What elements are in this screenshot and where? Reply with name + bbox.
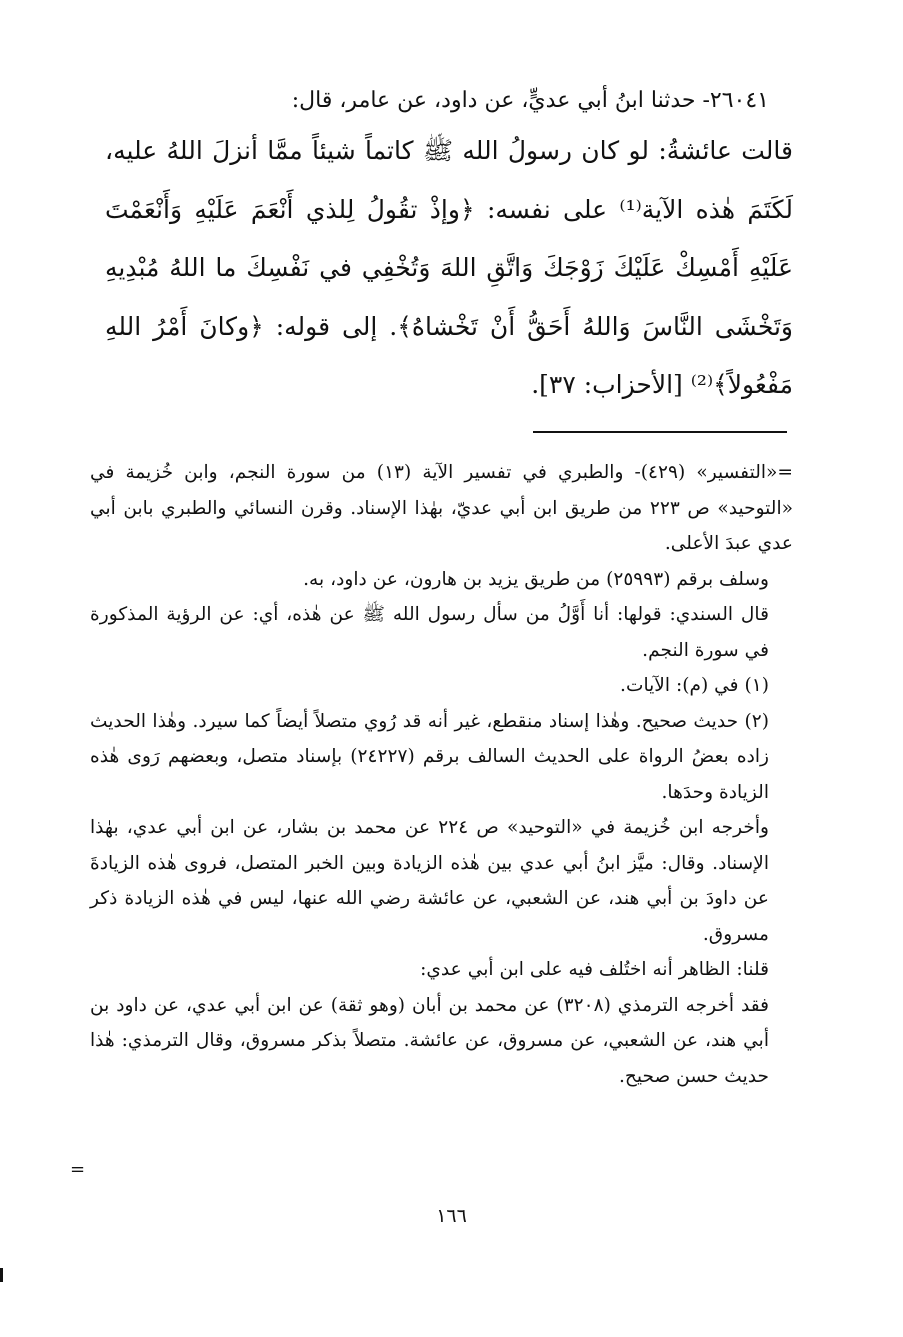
hadith-block [105, 84, 793, 415]
footnotes [90, 455, 793, 1094]
continuation-mark: = [70, 1159, 86, 1180]
footnote-paragraph: قلنا: الظاهر أنه اختُلف فيه على ابن أبي عدي: [420, 959, 769, 980]
footnote-2: (٢) حديث صحيح. وهٰذا إسناد منقطع، غير أنه قد رُوي متصلاً أيضاً كما سيرد. وهٰذا الحديث زاده بعضُ الرواة على الحديث السالف برقم (٢٤٢٢٧) بإسناد متصل، وبعضهم رَوى هٰذه الزيادة وحدَها. [90, 710, 769, 803]
footnote-paragraph: وسلف برقم (٢٥٩٩٣) من طريق يزيد بن هارون، عن داود، به. [303, 568, 769, 590]
footnote-paragraph: وأخرجه ابن خُزيمة في «التوحيد» ص ٢٢٤ عن محمد بن بشار، عن ابن أبي عدي، بهٰذا الإسناد. وقال: ميَّز ابنُ أبي عدي بين هٰذه الزيادة وبين الخبر المتصل، فروى هٰذه الزيادةَ عن داودَ بن أبي هند، عن الشعبي، عن عائشة رضي الله عنها، ليس في هٰذه الزيادة ذكر مسروق. [90, 817, 769, 945]
footnote-paragraph: =«التفسير» (٤٢٩)- والطبري في تفسير الآية (١٣) من سورة النجم، وابن خُزيمة في «التوحيد» ص ٢٢٣ من طريق ابن أبي عديّ، بهٰذا الإسناد. وقرن النسائي والطبري بابن أبي عدي عبدَ الأعلى. [90, 462, 793, 554]
footnote-paragraph: قال السندي: قولها: أنا أَوَّلُ من سأل رسول الله ﷺ عن هٰذه، أي: عن الرؤية المذكورة في سورة النجم. [90, 604, 769, 661]
scan-edge-mark [0, 1268, 3, 1282]
hadith-text: قالت عائشةُ: لو كان رسولُ الله ﷺ كاتماً شيئاً ممَّا أنزلَ اللهُ عليه، لَكَتَمَ هٰذه الآية⁽¹⁾ على نفسه: ﴿وإذْ تقُولُ لِلذي أَنْعَمَ عَلَيْهِ وَأَنْعَمْتَ عَلَيْهِ أَمْسِكْ عَلَيْكَ زَوْجَكَ وَاتَّقِ اللهَ وَتُخْفِي في نَفْسِكَ ما اللهُ مُبْدِيهِ وَتَخْشَى النَّاسَ وَاللهُ أَحَقُّ أَنْ تَخْشاهُ﴾. إلى قوله: ﴿وكانَ أَمْرُ اللهِ مَفْعُولاً﴾⁽²⁾ [الأحزاب: ٣٧]. [105, 136, 794, 399]
footnote-paragraph: فقد أخرجه الترمذي (٣٢٠٨) عن محمد بن أبان (وهو ثقة) عن ابن أبي عدي، عن داود بن أبي هند، عن الشعبي، عن مسروق، عن عائشة. متصلاً بذكر مسروق، وقال الترمذي: هٰذا حديث حسن صحيح. [90, 994, 769, 1087]
page-number: ١٦٦ [436, 1205, 467, 1227]
footnote-divider [533, 431, 787, 433]
hadith-header: ٢٦٠٤١- حدثنا ابنُ أبي عديٍّ، عن داود، عن عامر، قال: [291, 88, 769, 113]
footnote-1: (١) في (م): الآيات. [620, 675, 769, 696]
